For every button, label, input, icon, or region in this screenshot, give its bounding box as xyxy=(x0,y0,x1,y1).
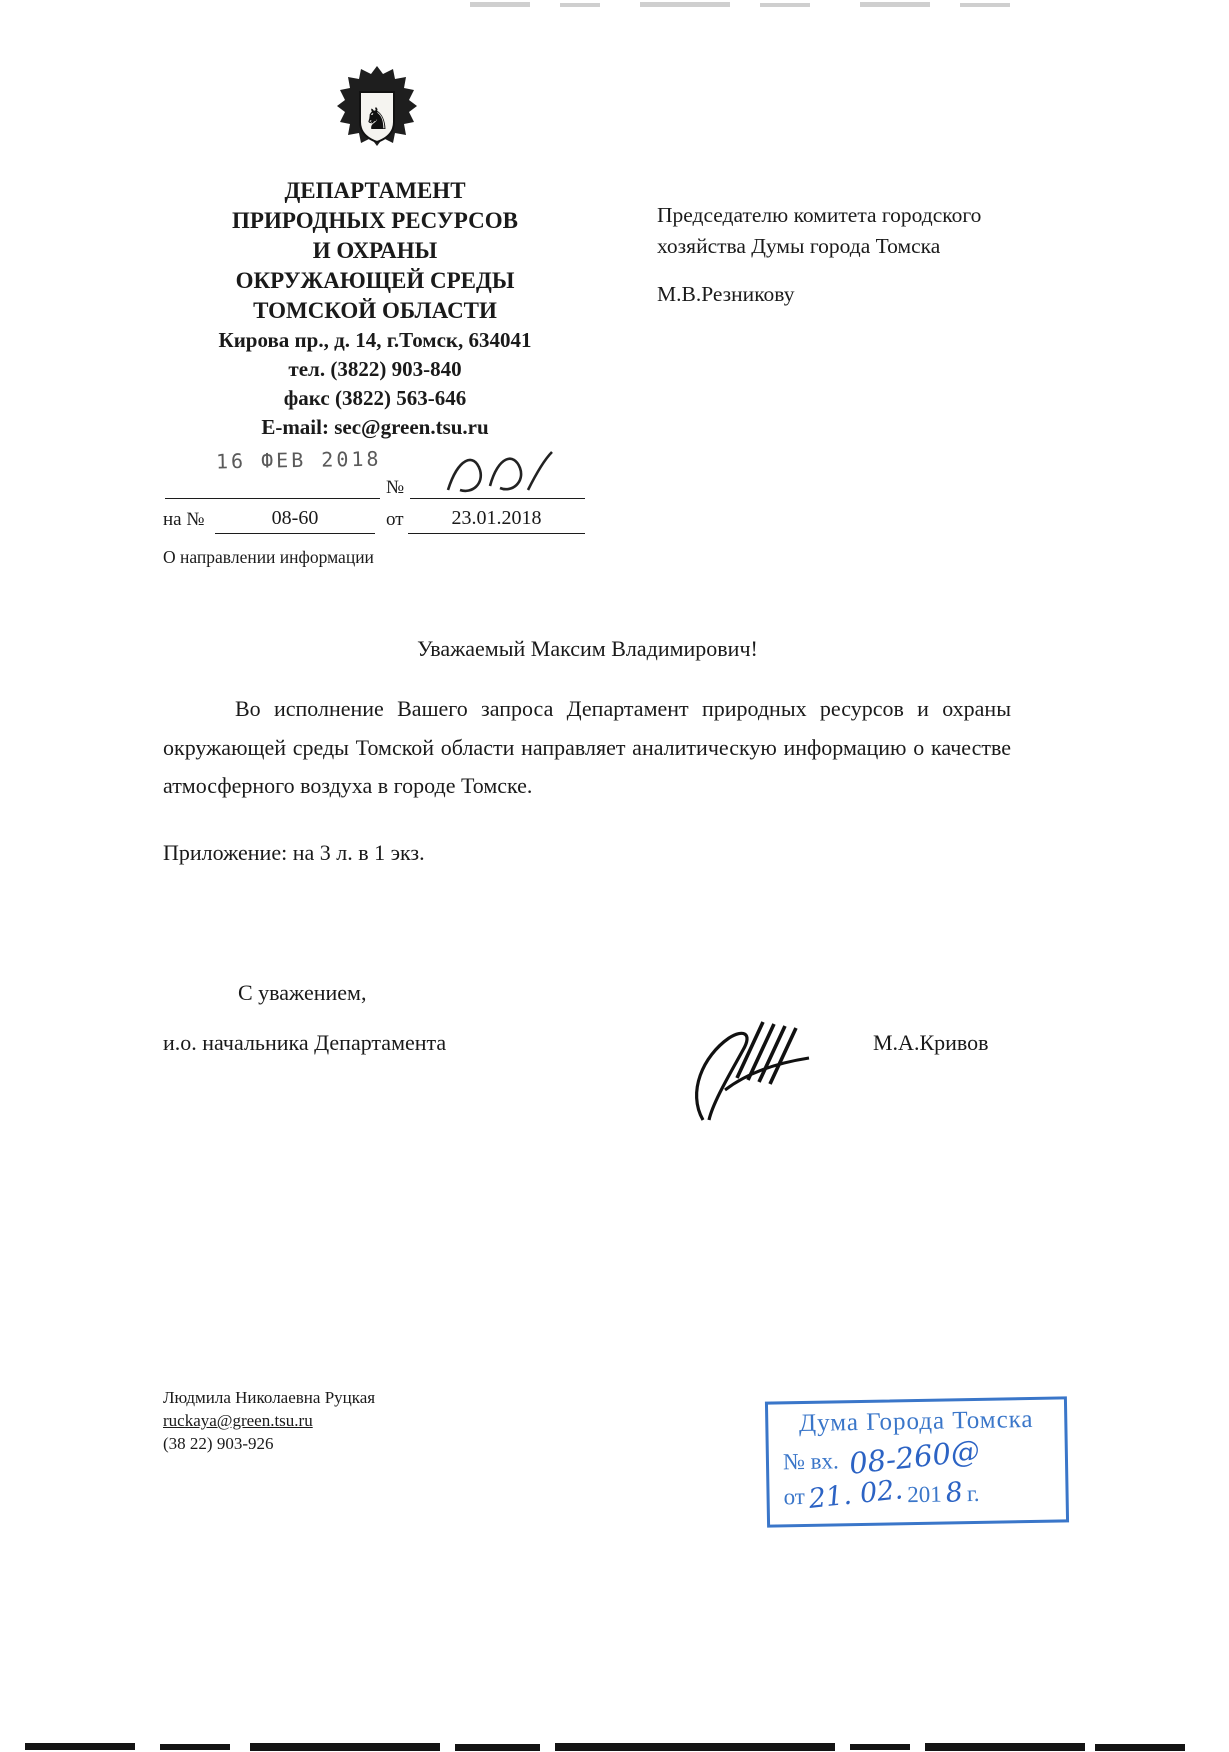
scan-artifact xyxy=(455,1744,540,1751)
na-number-label: на № xyxy=(163,509,205,530)
scan-artifact xyxy=(925,1743,1085,1751)
scan-artifact xyxy=(470,2,530,7)
org-address: Кирова пр., д. 14, г.Томск, 634041 xyxy=(218,328,532,352)
scan-artifact xyxy=(960,3,1010,7)
recipient-block xyxy=(657,200,1057,262)
org-name-line: ТОМСКОЙ ОБЛАСТИ xyxy=(253,298,497,323)
letter-subject: О направлении информации xyxy=(163,547,374,567)
scan-artifact xyxy=(160,1744,230,1750)
recipient-line: Председателю комитета городского xyxy=(657,203,982,227)
org-name-line: И ОХРАНЫ xyxy=(312,238,438,263)
stamp-year-digit-handwritten: 8 xyxy=(944,1476,965,1510)
letterhead xyxy=(140,176,610,442)
attachment-note: Приложение: на 3 л. в 1 экз. xyxy=(163,840,425,865)
date-received-stamp: 16 ФЕВ 2018 xyxy=(215,446,382,474)
body-paragraph: Во исполнение Вашего запроса Департамент природных ресурсов и охраны окружающей среды Томской области направляет аналитическую информацию о качестве атмосферного воздуха в городе Томске. xyxy=(163,696,1011,798)
scan-artifact xyxy=(560,3,600,7)
stamp-year-print: 201 xyxy=(907,1481,943,1508)
scan-artifact xyxy=(850,1744,910,1750)
reference-line xyxy=(215,533,375,534)
scan-artifact xyxy=(250,1743,440,1751)
stamp-incoming-number-handwritten: 08-260@ xyxy=(847,1433,982,1481)
recipient-name: М.В.Резникову xyxy=(657,282,795,306)
number-label: № xyxy=(386,477,405,498)
scan-artifact xyxy=(1095,1744,1185,1751)
closing-phrase: С уважением, xyxy=(238,980,367,1005)
coat-of-arms xyxy=(327,66,427,166)
ot-label: от xyxy=(386,509,404,530)
reference-line xyxy=(408,533,585,534)
scan-artifact xyxy=(860,2,930,7)
scan-artifact xyxy=(555,1743,835,1751)
incoming-date: 23.01.2018 xyxy=(451,507,542,529)
executor-phone: (38 22) 903-926 xyxy=(163,1434,274,1453)
stamp-date-label: от xyxy=(783,1483,806,1510)
handwritten-mark xyxy=(440,446,560,500)
reference-line xyxy=(410,498,585,499)
incoming-number: 08-60 xyxy=(271,507,319,529)
recipient-line: хозяйства Думы города Томска xyxy=(657,234,941,258)
executor-name: Людмила Николаевна Руцкая xyxy=(163,1388,376,1407)
stamp-incoming-label: № вх. xyxy=(782,1448,839,1475)
org-name-line: ПРИРОДНЫХ РЕСУРСОВ xyxy=(232,208,518,233)
executor-block xyxy=(163,1386,375,1455)
org-fax: факс (3822) 563-646 xyxy=(283,386,467,410)
stamp-year-suffix: г. xyxy=(966,1480,980,1507)
scan-artifact xyxy=(25,1743,135,1750)
org-phone: тел. (3822) 903-840 xyxy=(288,357,462,381)
scan-artifact xyxy=(640,2,730,7)
stamp-title: Дума Города Томска xyxy=(798,1405,1034,1438)
reference-line xyxy=(165,498,380,499)
executor-email: ruckaya@green.tsu.ru xyxy=(163,1411,313,1430)
emblem-horse-icon: ♞ xyxy=(363,102,391,137)
signer-title: и.о. начальника Департамента xyxy=(163,1030,447,1055)
salutation: Уважаемый Максим Владимирович! xyxy=(417,636,758,661)
stamp-date-handwritten: 21. 02. xyxy=(807,1474,905,1515)
org-name-line: ОКРУЖАЮЩЕЙ СРЕДЫ xyxy=(235,268,515,293)
registration-stamp xyxy=(765,1396,1069,1527)
org-name-line: ДЕПАРТАМЕНТ xyxy=(284,178,466,203)
handwritten-signature xyxy=(685,1008,815,1126)
org-email: E-mail: sec@green.tsu.ru xyxy=(261,415,489,439)
signer-name: М.А.Кривов xyxy=(873,1030,989,1055)
scan-artifact xyxy=(760,3,810,7)
